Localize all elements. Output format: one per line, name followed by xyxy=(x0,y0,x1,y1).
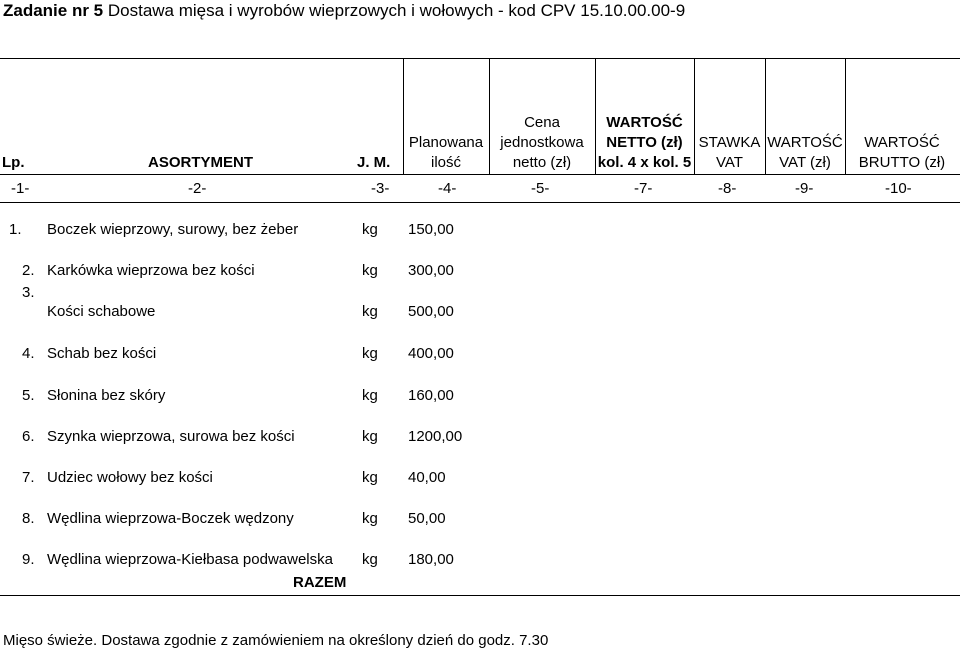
row-name: Wędlina wieprzowa-Boczek wędzony xyxy=(47,510,294,527)
row-name: Kości schabowe xyxy=(47,303,156,320)
row-qty: 180,00 xyxy=(408,551,454,568)
header-wartosc-netto-line1: WARTOŚĆ xyxy=(606,114,683,131)
row-unit: kg xyxy=(362,345,378,362)
colnum-9: -9- xyxy=(795,180,814,197)
header-cena-line3: netto (zł) xyxy=(512,154,572,171)
row-name: Szynka wieprzowa, surowa bez kości xyxy=(47,428,295,445)
title-description: Dostawa mięsa i wyrobów wieprzowych i wołowych - kod CPV 15.10.00.00-9 xyxy=(103,1,686,20)
colnum-2: -2- xyxy=(188,180,207,197)
row-unit: kg xyxy=(362,303,378,320)
header-asortyment: ASORTYMENT xyxy=(148,154,253,171)
row-name: Słonina bez skóry xyxy=(47,387,166,404)
header-wartosc-brutto-line1: WARTOŚĆ xyxy=(864,134,940,151)
numbers-bottom-border xyxy=(0,202,960,203)
row-name: Karkówka wieprzowa bez kości xyxy=(47,262,255,279)
header-planowana-line2: ilość xyxy=(430,154,461,171)
row-unit: kg xyxy=(362,387,378,404)
row-unit: kg xyxy=(362,551,378,568)
row-unit: kg xyxy=(362,221,378,238)
row-lp: 8. xyxy=(22,510,35,527)
header-wartosc-netto xyxy=(596,113,693,173)
row-qty: 1200,00 xyxy=(408,428,463,445)
row-qty: 50,00 xyxy=(408,510,446,527)
row-name: Wędlina wieprzowa-Kiełbasa podwawelska xyxy=(47,551,333,568)
row-lp: 2. xyxy=(22,262,35,279)
header-lp: Lp. xyxy=(2,154,25,171)
row-unit: kg xyxy=(362,510,378,527)
colnum-1: -1- xyxy=(11,180,30,197)
row-qty: 150,00 xyxy=(408,221,454,238)
row-lp: 6. xyxy=(22,428,35,445)
row-name: Boczek wieprzowy, surowy, bez żeber xyxy=(47,221,299,238)
title-task-number: Zadanie nr 5 xyxy=(3,1,104,20)
header-wartosc-vat xyxy=(766,133,844,173)
footer-note: Mięso świeże. Dostawa zgodnie z zamówieniem na określony dzień do godz. 7.30 xyxy=(3,632,549,649)
colnum-3: -3- xyxy=(371,180,390,197)
row-qty: 300,00 xyxy=(408,262,454,279)
header-wartosc-netto-line3: kol. 4 x kol. 5 xyxy=(597,154,692,171)
row-qty: 160,00 xyxy=(408,387,454,404)
colnum-8: -8- xyxy=(718,180,737,197)
header-cena-line2: jednostkowa xyxy=(500,134,584,151)
row-lp: 5. xyxy=(22,387,35,404)
colnum-4: -4- xyxy=(438,180,457,197)
row-unit: kg xyxy=(362,262,378,279)
row-qty: 500,00 xyxy=(408,303,454,320)
table-bottom-border xyxy=(0,595,960,596)
header-stawka-line1: STAWKA xyxy=(698,134,761,151)
row-qty: 40,00 xyxy=(408,469,446,486)
row-qty: 400,00 xyxy=(408,345,454,362)
row-unit: kg xyxy=(362,469,378,486)
header-cena xyxy=(490,113,594,173)
header-bottom-border xyxy=(0,174,960,175)
row-lp: 7. xyxy=(22,469,35,486)
colnum-7: -7- xyxy=(634,180,653,197)
row-unit: kg xyxy=(362,428,378,445)
colnum-5: -5- xyxy=(531,180,550,197)
row-name: Udziec wołowy bez kości xyxy=(47,469,213,486)
row-lp: 3. xyxy=(22,284,35,301)
razem-label: RAZEM xyxy=(293,574,347,591)
row-lp: 4. xyxy=(22,345,35,362)
header-stawka-vat xyxy=(695,133,764,173)
header-wartosc-netto-line2: NETTO (zł) xyxy=(606,134,683,151)
header-wartosc-brutto-line2: BRUTTO (zł) xyxy=(858,154,946,171)
header-wartosc-brutto xyxy=(846,133,958,173)
header-jm: J. M. xyxy=(357,154,391,171)
header-stawka-line2: VAT xyxy=(716,154,743,171)
row-lp: 9. xyxy=(22,551,35,568)
row-name: Schab bez kości xyxy=(47,345,157,362)
header-cena-line1: Cena xyxy=(524,114,560,131)
header-planowana-line1: Planowana xyxy=(408,134,484,151)
header-wartosc-vat-line2: VAT (zł) xyxy=(779,154,831,171)
table-top-border xyxy=(0,58,960,59)
header-planowana-ilosc xyxy=(404,133,488,173)
header-wartosc-vat-line1: WARTOŚĆ xyxy=(767,134,843,151)
row-lp: 1. xyxy=(9,221,22,238)
colnum-10: -10- xyxy=(885,180,912,197)
